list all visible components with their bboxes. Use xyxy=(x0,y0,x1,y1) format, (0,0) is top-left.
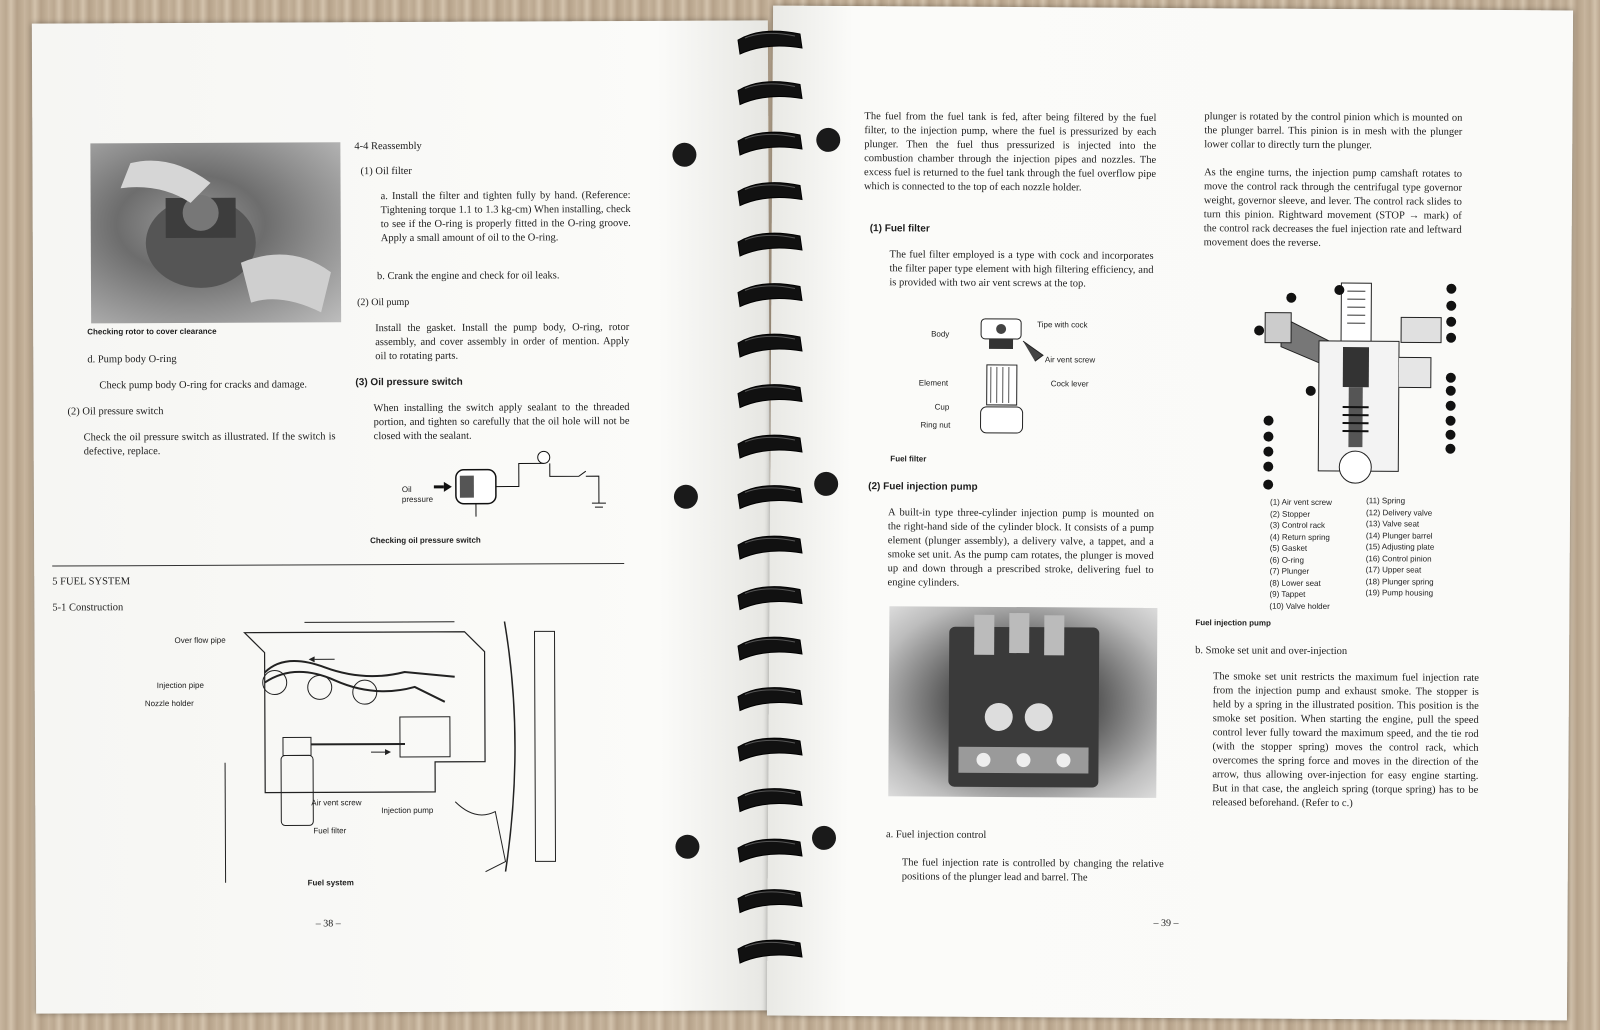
label-air-vent-screw: Air vent screw xyxy=(1044,355,1096,365)
injection-pump-text: A built-in type three-cylinder injection pump is mounted on the right-hand side of the cylinder block. It consists of a pump element (plunger assembly), a delivery valve, a tappet, and a smoke set unit. As the pump cam rotates, the plunger is moved up and down through a prescribed stroke, delivering fuel to engine cylinders. xyxy=(887,507,1155,589)
oil-pump-text: Install the gasket. Install the pump body, O-ring, rotor assembly, and cover assembly in order of mention. Apply oil to rotating parts. xyxy=(375,322,630,363)
part-item: (6) O-ring xyxy=(1269,555,1304,565)
label-body: Body xyxy=(931,329,950,339)
label-air-vent-screw: Air vent screw xyxy=(311,798,362,808)
part-item: (12) Delivery valve xyxy=(1365,507,1433,518)
right-page xyxy=(767,6,1573,1021)
binding-hole xyxy=(674,485,698,509)
rotor-clearance-photo xyxy=(90,142,341,323)
binding-hole xyxy=(675,835,699,859)
page-number-39: – 39 – xyxy=(1153,917,1179,930)
injection-pump-caption: Fuel injection pump xyxy=(1195,618,1271,628)
fuel-filter-diagram xyxy=(960,315,1051,446)
fuel-injection-pump-photo xyxy=(888,606,1157,798)
page-number-38: – 38 – xyxy=(315,918,341,930)
reassembly-heading: 4-4 Reassembly xyxy=(354,140,422,153)
part-item: (11) Spring xyxy=(1366,496,1406,506)
part-item: (3) Control rack xyxy=(1269,520,1326,530)
pump-parts-list-right xyxy=(1365,495,1434,599)
fuel-system-diagram xyxy=(204,611,645,893)
part-item: (8) Lower seat xyxy=(1269,578,1321,588)
label-nozzle-holder: Nozzle holder xyxy=(144,698,194,709)
oil-pressure-switch-heading: (2) Oil pressure switch xyxy=(67,406,164,418)
part-item: (18) Plunger spring xyxy=(1365,576,1434,587)
pump-parts-list-left xyxy=(1269,497,1331,612)
label-injection-pump: Injection pump xyxy=(381,805,434,816)
injection-pump-cutaway-diagram xyxy=(1250,276,1471,492)
binding-hole xyxy=(672,143,696,167)
part-item: (10) Valve holder xyxy=(1269,601,1330,611)
smoke-set-text: The smoke set unit restricts the maximum fuel injection rate from the injection pump and exhaust smoke. The stopper is held by a spring in the illustrated position. This position is the smoke set position. When starting the engine, pull the speed control lever fully toward the maximum speed, and the tie rod (with the stopper spring) moves the control rack, which overcomes the spring force and moves in the direction of the arrow, thus allowing over-injection for easy engine starting. But in that case, the angleich spring (torque spring) has to be released beforehand. (Refer to c.) xyxy=(1212,671,1480,810)
fuel-system-heading: 5 FUEL SYSTEM xyxy=(52,576,131,588)
smoke-set-heading: b. Smoke set unit and over-injection xyxy=(1195,645,1348,658)
oil-pressure-text: When installing the switch apply sealant to the threaded portion, and tighten so carefully that the oil hole will not be closed with the sealant. xyxy=(373,402,630,443)
part-item: (7) Plunger xyxy=(1269,566,1310,576)
label-fuel-filter: Fuel filter xyxy=(313,826,347,836)
part-item: (1) Air vent screw xyxy=(1270,497,1332,507)
binding-hole xyxy=(814,472,838,496)
oil-filter-step-a: a. Install the filter and tighten fully by hand. (Reference: Tightening torque 1.1 to 1.3 kg-cm) When installing, check to see if the O-ring is properly fitted in the O-ring groove. Apply a small amount of oil to the O-ring. xyxy=(380,189,631,245)
injection-control-heading: a. Fuel injection control xyxy=(885,829,987,841)
label-ring-nut: Ring nut xyxy=(920,420,951,430)
oil-pressure-label: Oil pressure xyxy=(401,484,434,505)
part-item: (9) Tappet xyxy=(1269,589,1306,599)
pump-body-o-ring-text: Check pump body O-ring for cracks and damage. xyxy=(99,379,308,392)
plunger-rotation-text: plunger is rotated by the control pinion which is mounted on the plunger barrel. This pinion is in mesh with the plunger lower collar to directly turn the plunger. xyxy=(1204,111,1463,152)
label-cock-lever: Cock lever xyxy=(1050,379,1089,389)
binding-hole xyxy=(816,128,840,152)
part-item: (15) Adjusting plate xyxy=(1365,542,1435,552)
part-item: (17) Upper seat xyxy=(1365,565,1422,575)
oil-filter-step-b: b. Crank the engine and check for oil leaks. xyxy=(376,270,560,283)
oil-filter-heading: (1) Oil filter xyxy=(360,165,412,178)
label-tipe-with-cock: Tipe with cock xyxy=(1037,320,1088,330)
pump-body-o-ring-heading: d. Pump body O-ring xyxy=(87,353,177,366)
oil-pump-heading: (2) Oil pump xyxy=(357,296,410,309)
oil-pressure-caption: Checking oil pressure switch xyxy=(370,535,481,546)
fuel-filter-text: The fuel filter employed is a type with cock and incorporates the filter paper type element with high filtering efficiency, and is provided with two air vent screws at the top. xyxy=(889,249,1154,290)
part-item: (13) Valve seat xyxy=(1365,519,1420,529)
part-item: (19) Pump housing xyxy=(1365,588,1434,598)
hand-tool-illustration xyxy=(90,142,341,323)
oil-pressure-heading: (3) Oil pressure switch xyxy=(355,376,463,389)
fuel-filter-heading: (1) Fuel filter xyxy=(869,223,930,235)
camshaft-control-text: As the engine turns, the injection pump camshaft rotates to move the control rack through the centrifugal type governor weight, governor sleeve, and lever. The control rack slides to turn this pinion. Rightward movement (STOP → mark) of the control rack decreases the fuel injection rate and leftward movement does the reverse. xyxy=(1203,167,1463,249)
part-item: (5) Gasket xyxy=(1269,543,1308,553)
part-item: (16) Control pinion xyxy=(1365,553,1432,564)
fuel-filter-caption: Fuel filter xyxy=(890,454,927,464)
section-divider xyxy=(52,563,624,566)
construction-heading: 5-1 Construction xyxy=(52,602,124,614)
label-cup: Cup xyxy=(934,402,950,412)
oil-pressure-switch-text: Check the oil pressure switch as illustrated. If the switch is defective, replace. xyxy=(83,431,336,458)
part-item: (14) Plunger barrel xyxy=(1365,530,1433,541)
injection-pump-heading: (2) Fuel injection pump xyxy=(868,481,978,493)
label-overflow-pipe: Over flow pipe xyxy=(174,635,226,645)
injection-control-text: The fuel injection rate is controlled by changing the relative positions of the plunger lead and barrel. The xyxy=(901,857,1164,884)
left-page xyxy=(32,20,772,1013)
fuel-system-caption: Fuel system xyxy=(307,878,354,888)
oil-pressure-switch-diagram xyxy=(401,441,624,522)
label-element: Element xyxy=(918,378,949,388)
binding-hole xyxy=(812,826,836,850)
label-injection-pipe: Injection pipe xyxy=(156,680,204,691)
photo-caption: Checking rotor to cover clearance xyxy=(87,326,217,337)
fuel-intro-text: The fuel from the fuel tank is fed, after being filtered by the fuel filter, to the injection pump, where the fuel is pressurized by each plunger. Then the fuel thus pressurized is injected into the combustion chamber through the injection pipes and nozzles. The excess fuel is returned to the fuel tank through the fuel overflow pipe which is connected to the top of each nozzle holder. xyxy=(863,111,1157,194)
part-item: (2) Stopper xyxy=(1269,509,1311,519)
part-item: (4) Return spring xyxy=(1269,532,1330,542)
